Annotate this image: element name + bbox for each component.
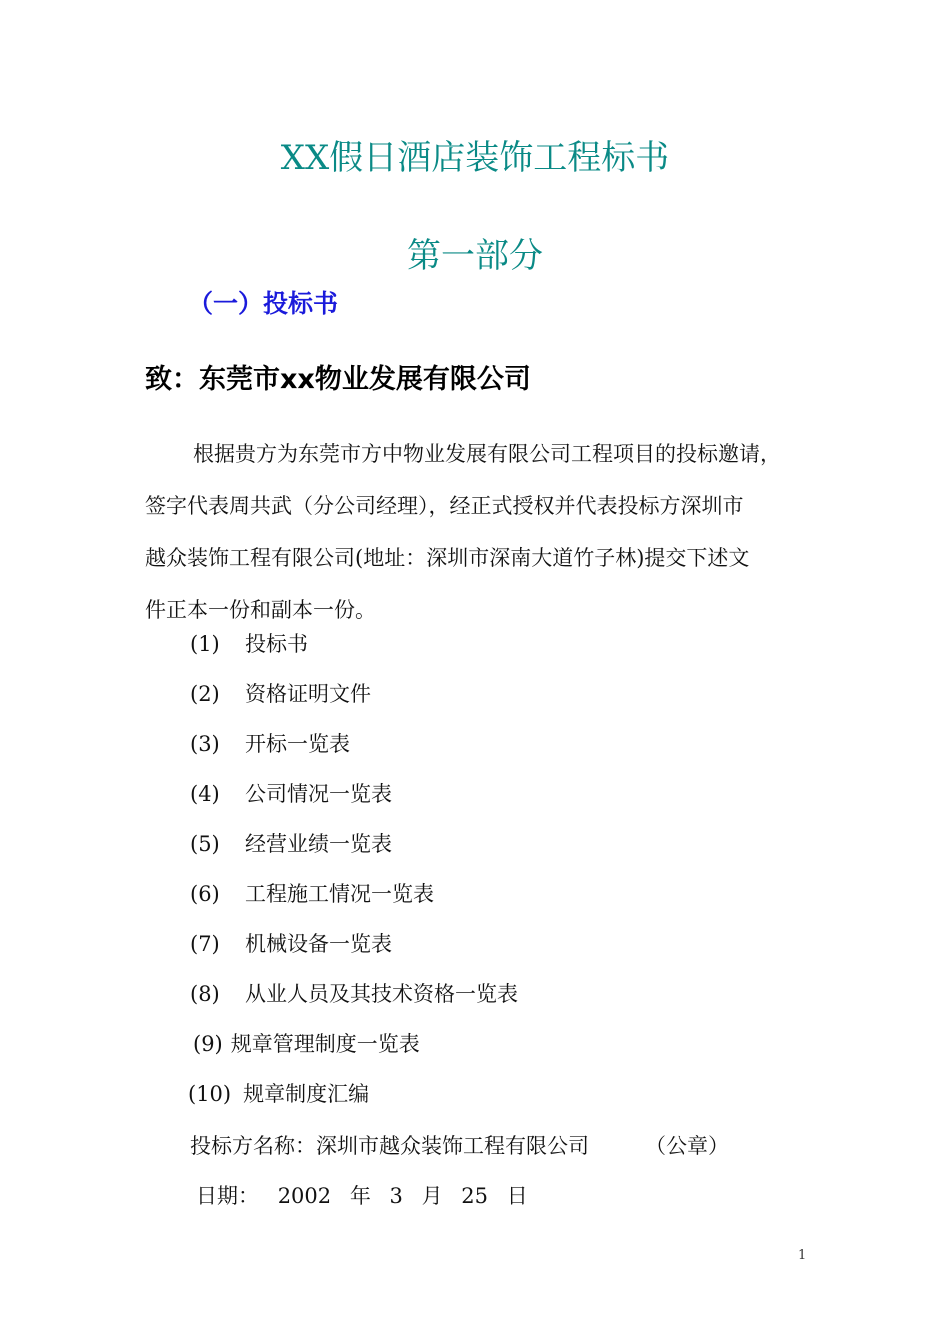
list-item <box>190 678 371 708</box>
page-number: 1 <box>798 1248 807 1263</box>
date-day-unit: 日 <box>506 1184 528 1208</box>
list-item-number: (7) <box>190 932 220 956</box>
list-item-label: 从业人员及其技术资格一览表 <box>245 982 518 1006</box>
seal-placeholder: （公章） <box>645 1134 729 1158</box>
section-heading: （一）投标书 <box>188 289 339 318</box>
list-item-number: (9) <box>193 1032 223 1056</box>
date-month: 3 <box>389 1184 403 1208</box>
part-title: 第一部分 <box>407 236 543 276</box>
list-item-number: (2) <box>190 682 220 706</box>
date-line <box>196 1180 540 1210</box>
bidder-name-line <box>190 1130 729 1160</box>
list-item <box>190 928 392 958</box>
list-item-number: (10) <box>188 1082 232 1106</box>
client-name: 东莞市方中物业发展有限公司 <box>298 442 571 466</box>
list-item-label: 工程施工情况一览表 <box>245 882 434 906</box>
date-month-unit: 月 <box>421 1184 443 1208</box>
list-item-label: 开标一览表 <box>245 732 350 756</box>
document-title: XX假日酒店装饰工程标书 <box>280 138 670 178</box>
date-label: 日期： <box>196 1184 259 1208</box>
list-item-number: (4) <box>190 782 220 806</box>
body-line-1 <box>145 428 835 480</box>
list-item <box>190 778 392 808</box>
list-item-label: 规章制度汇编 <box>243 1082 370 1106</box>
list-item <box>190 628 308 658</box>
body-line-1-suffix: 工程项目的投标邀请， <box>571 442 781 466</box>
list-item <box>193 1028 420 1058</box>
list-item-number: (1) <box>190 632 220 656</box>
body-paragraph <box>145 428 835 636</box>
list-item-label: 经营业绩一览表 <box>245 832 392 856</box>
list-item <box>190 878 434 908</box>
list-item-label: 资格证明文件 <box>245 682 371 706</box>
body-line-3: 越众装饰工程有限公司(地址：深圳市深南大道竹子林)提交下述文 <box>145 546 750 570</box>
list-item <box>188 1078 369 1108</box>
list-item-number: (5) <box>190 832 220 856</box>
date-year: 2002 <box>277 1184 332 1208</box>
list-item-label: 投标书 <box>245 632 308 656</box>
list-item <box>190 828 392 858</box>
list-item-number: (6) <box>190 882 220 906</box>
bidder-name: 投标方名称：深圳市越众装饰工程有限公司 <box>190 1134 589 1158</box>
list-item-label: 公司情况一览表 <box>245 782 392 806</box>
list-item-number: (3) <box>190 732 220 756</box>
body-line-4: 件正本一份和副本一份。 <box>145 598 376 622</box>
body-line-2: 签字代表周共武（分公司经理），经正式授权并代表投标方深圳市 <box>145 494 744 518</box>
list-item <box>190 978 518 1008</box>
list-item-label: 机械设备一览表 <box>245 932 392 956</box>
date-day: 25 <box>461 1184 488 1208</box>
body-line-1-prefix: 根据贵方为 <box>193 442 298 466</box>
list-item <box>190 728 350 758</box>
list-item-label: 规章管理制度一览表 <box>230 1032 420 1056</box>
addressee-line: 致：东莞市xx物业发展有限公司 <box>145 364 531 395</box>
list-item-number: (8) <box>190 982 220 1006</box>
date-year-unit: 年 <box>349 1184 371 1208</box>
